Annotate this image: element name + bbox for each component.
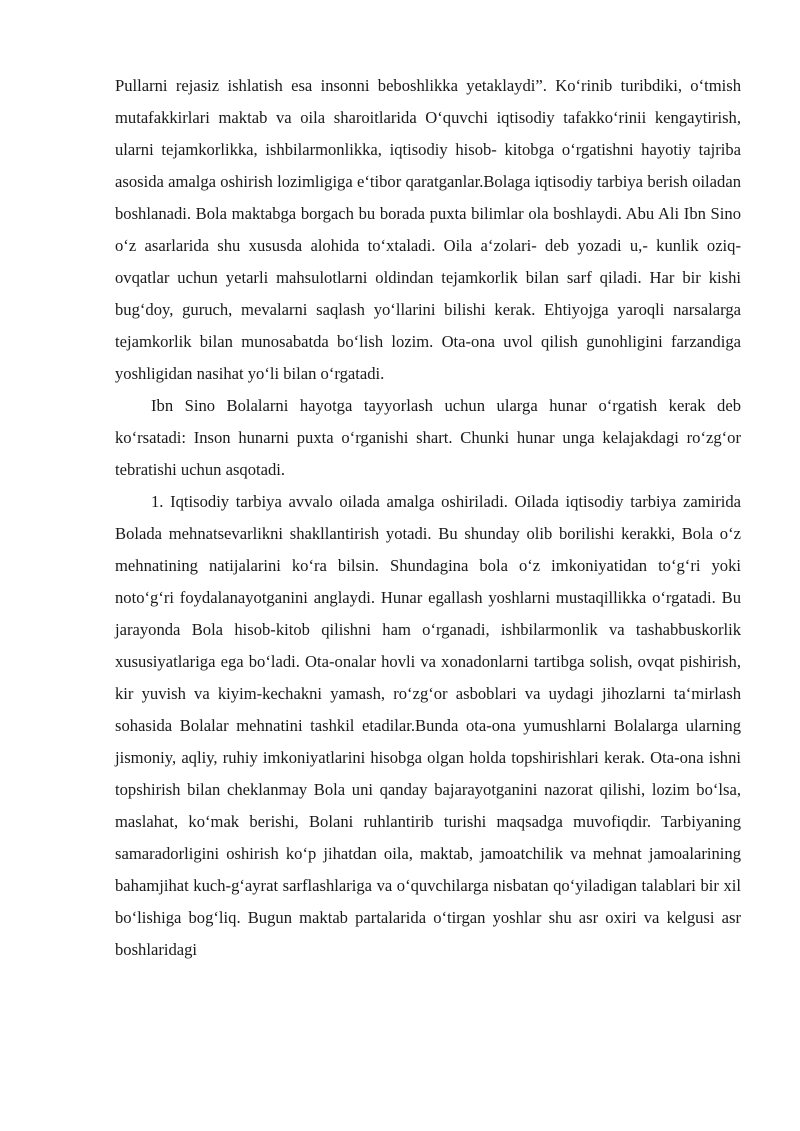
paragraph-1: Pullarni rejasiz ishlatish esa insonni beboshlikka yetaklaydi”. Koʻrinib turibdiki, oʻtmish mutafakkirlari maktab va oila sharoitlarida Oʻquvchi iqtisodiy tafakkoʻrinii kengaytirish, ularni tejamkorlikka, ishbilarmonlikka, iqtisodiy hisob- kitobga oʻrgatishni hayotiy tajriba asosida amalga oshirish lozimligiga eʻtibor qaratganlar.Bolaga iqtisodiy tarbiya berish oiladan boshlanadi. Bola maktabga borgach bu borada puxta bilimlar ola boshlaydi. Abu Ali Ibn Sino oʻz asarlarida shu xususda alohida toʻxtaladi. Oila aʻzolari- deb yozadi u,- kunlik oziq-ovqatlar uchun yetarli mahsulotlarni oldindan tejamkorlik bilan sarf qiladi. Har bir kishi bugʻdoy, guruch, mevalarni saqlash yoʻllarini bilishi kerak. Ehtiyojga yaroqli narsalarga tejamkorlik bilan munosabatda boʻlish lozim. Ota-ona uvol qilish gunohligini farzandiga yoshligidan nasihat yoʻli bilan oʻrgatadi. xyxy=(115,76,741,383)
paragraph-2: Ibn Sino Bolalarni hayotga tayyorlash uchun ularga hunar oʻrgatish kerak deb koʻrsatadi: Inson hunarni puxta oʻrganishi shart. Chunki hunar unga kelajakdagi roʻzgʻor tebratishi uchun asqotadi. xyxy=(115,396,741,479)
paragraph-3: 1. Iqtisodiy tarbiya avvalo oilada amalga oshiriladi. Oilada iqtisodiy tarbiya zamirida Bolada mehnatsevarlikni shakllantirish yotadi. Bu shunday olib borilishi kerakki, Bola oʻz mehnatining natijalarini koʻra bilsin. Shundagina bola oʻz imkoniyatidan toʻgʻri yoki notoʻgʻri foydalanayotganini anglaydi. Hunar egallash yoshlarni mustaqillikka oʻrgatadi. Bu jarayonda Bola hisob-kitob qilishni ham oʻrganadi, ishbilarmonlik va tashabbuskorlik xususiyatlariga ega boʻladi. Ota-onalar hovli va xonadonlarni tartibga solish, ovqat pishirish, kir yuvish va kiyim-kechakni yamash, roʻzgʻor asboblari va uydagi jihozlarni taʻmirlash sohasida Bolalar mehnatini tashkil etadilar.Bunda ota-ona yumushlarni Bolalarga ularning jismoniy, aqliy, ruhiy imkoniyatlarini hisobga olgan holda topshirishlari kerak. Ota-ona ishni topshirish bilan cheklanmay Bola uni qanday bajarayotganini nazorat qilishi, lozim boʻlsa, maslahat, koʻmak berishi, Bolani ruhlantirib turishi maqsadga muvofiqdir. Tarbiyaning samaradorligini oshirish koʻp jihatdan oila, maktab, jamoatchilik va mehnat jamoalarining bahamjihat kuch-gʻayrat sarflashlariga va oʻquvchilarga nisbatan qoʻyiladigan talablari bir xil boʻlishiga bogʻliq. Bugun maktab partalarida oʻtirgan yoshlar shu asr oxiri va kelgusi asr boshlaridagi xyxy=(115,492,741,959)
document-page xyxy=(115,70,741,966)
